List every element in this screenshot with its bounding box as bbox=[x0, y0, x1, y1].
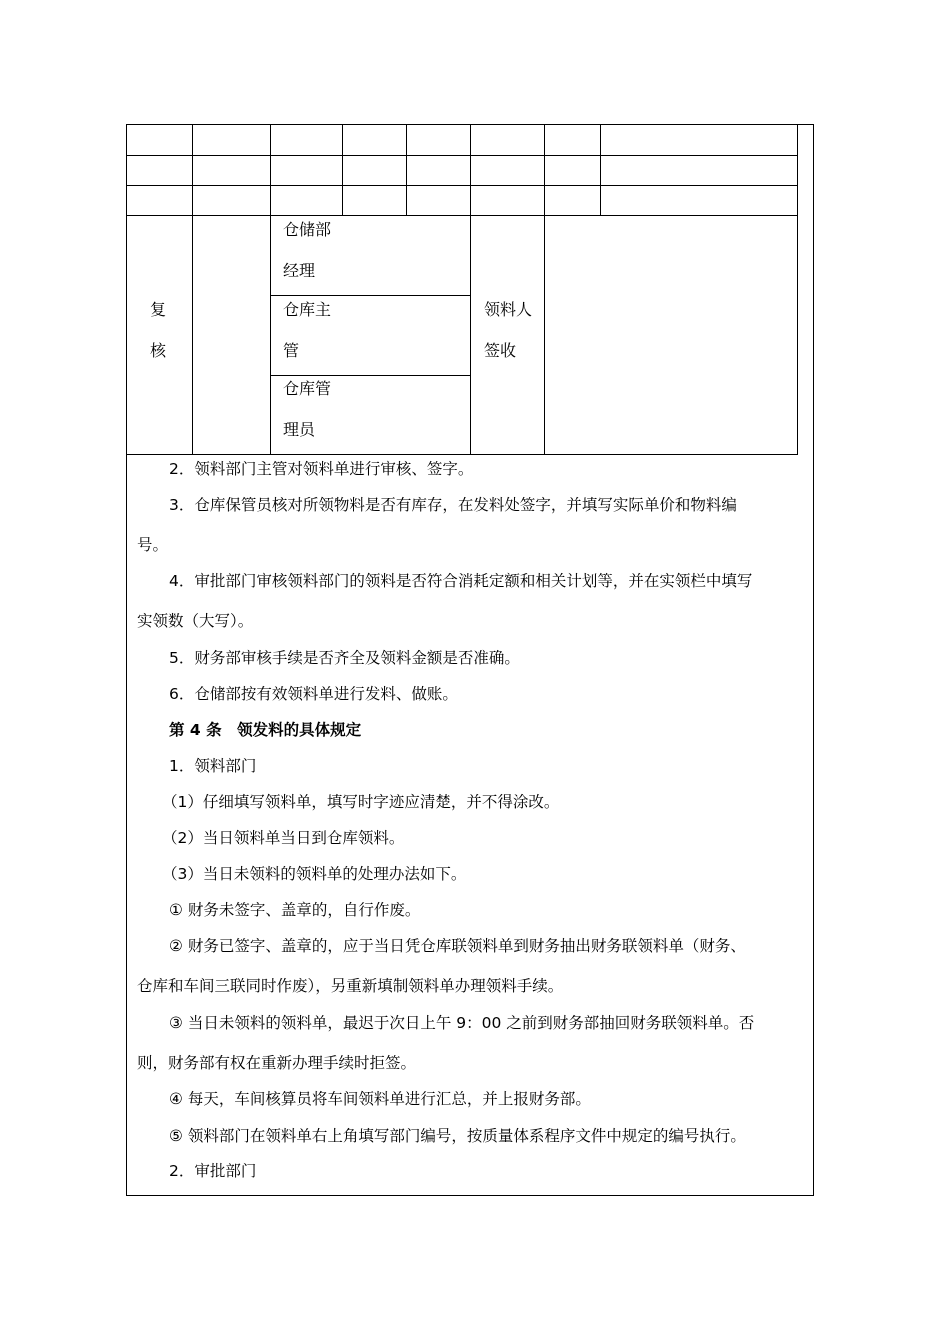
paragraph-line: ③ 当日未领料的领料单，最迟于次日上午 9：00 之前到财务部抽回财务联领料单。否 bbox=[169, 1014, 755, 1032]
paragraph-line: ① 财务未签字、盖章的，自行作废。 bbox=[169, 901, 421, 919]
paragraph-line: （2）当日领料单当日到仓库领料。 bbox=[162, 829, 405, 847]
paragraph-line: ⑤ 领料部门在领料单右上角填写部门编号，按质量体系程序文件中规定的编号执行。 bbox=[169, 1127, 746, 1145]
paragraph-line: （1）仔细填写领料单，填写时字迹应清楚，并不得涂改。 bbox=[162, 793, 560, 811]
paragraph-line: 2．审批部门 bbox=[169, 1162, 257, 1180]
warehouse-supervisor-label: 仓库主 管 bbox=[283, 300, 332, 360]
paragraph-line: 仓库和车间三联同时作废），另重新填制领料单办理领料手续。 bbox=[137, 977, 564, 995]
paragraph-line: 5．财务部审核手续是否齐全及领料金额是否准确。 bbox=[169, 649, 520, 667]
paragraph-line: ④ 每天，车间核算员将车间领料单进行汇总，并上报财务部。 bbox=[169, 1090, 591, 1108]
warehouse-manager-label: 仓储部 经理 bbox=[283, 220, 332, 280]
review-label: 复 核 bbox=[150, 300, 167, 360]
receiver-sign-label: 领料人 签收 bbox=[484, 300, 533, 360]
paragraph-line: 6．仓储部按有效领料单进行发料、做账。 bbox=[169, 685, 458, 703]
paragraph-line: 1．领料部门 bbox=[169, 757, 257, 775]
paragraph-line: 则，财务部有权在重新办理手续时拒签。 bbox=[137, 1054, 417, 1072]
section-heading: 第 4 条 领发料的具体规定 bbox=[169, 721, 362, 739]
warehouse-keeper-label: 仓库管 理员 bbox=[283, 379, 332, 439]
paragraph-line: 实领数（大写）。 bbox=[137, 612, 254, 630]
paragraph-line: （3）当日未领料的领料单的处理办法如下。 bbox=[162, 865, 467, 883]
paragraph-line: 4．审批部门审核领料部门的领料是否符合消耗定额和相关计划等，并在实领栏中填写 bbox=[169, 572, 753, 590]
paragraph-line: 2．领料部门主管对领料单进行审核、签字。 bbox=[169, 460, 474, 478]
paragraph-line: 号。 bbox=[137, 536, 169, 554]
paragraph-line: ② 财务已签字、盖章的，应于当日凭仓库联领料单到财务抽出财务联领料单（财务、 bbox=[169, 937, 746, 955]
paragraph-line: 3．仓库保管员核对所领物料是否有库存，在发料处签字，并填写实际单价和物料编 bbox=[169, 496, 737, 514]
